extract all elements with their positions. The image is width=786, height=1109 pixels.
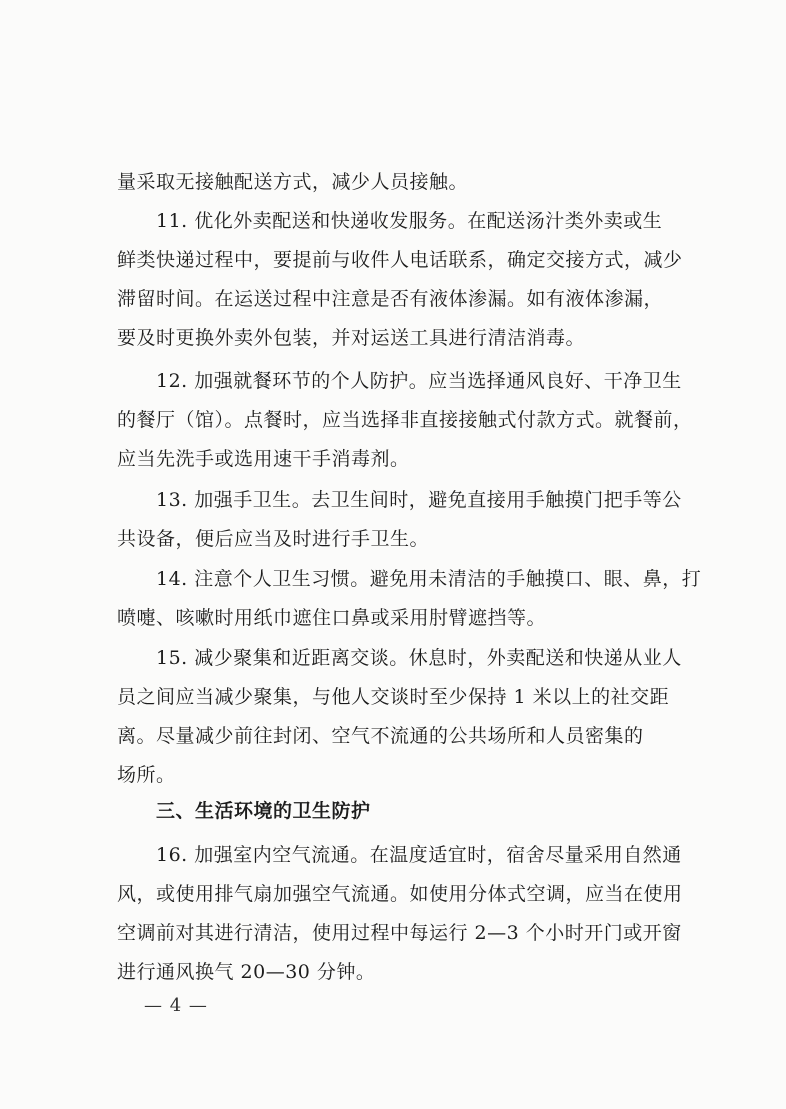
page-number: — 4 — [144, 995, 208, 1016]
paragraph-13-line: 13. 加强手卫生。去卫生间时，避免直接用手触摸门把手等公 [156, 489, 682, 511]
text-line: 风，或使用排气扇加强空气流通。如使用分体式空调，应当在使用 [117, 883, 683, 905]
text-line: 空调前对其进行清洁，使用过程中每运行 2—3 个小时开门或开窗 [117, 922, 682, 944]
text-line: 量采取无接触配送方式，减少人员接触。 [117, 171, 469, 193]
paragraph-15-line: 15. 减少聚集和近距离交谈。休息时，外卖配送和快递从业人 [156, 647, 682, 669]
paragraph-11-line: 11. 优化外卖配送和快递收发服务。在配送汤汁类外卖或生 [156, 210, 663, 232]
text-line: 共设备，便后应当及时进行手卫生。 [117, 528, 430, 550]
text-line: 进行通风换气 20—30 分钟。 [117, 961, 376, 983]
text-line: 员之间应当减少聚集，与他人交谈时至少保持 1 米以上的社交距 [117, 686, 670, 708]
section-heading: 三、生活环境的卫生防护 [156, 800, 371, 822]
paragraph-12-line: 12. 加强就餐环节的个人防护。应当选择通风良好、干净卫生 [156, 370, 682, 392]
text-line: 喷嚏、咳嗽时用纸巾遮住口鼻或采用肘臂遮挡等。 [117, 607, 547, 629]
text-line: 滞留时间。在运送过程中注意是否有液体渗漏。如有液体渗漏， [117, 288, 664, 310]
paragraph-14-line: 14. 注意个人卫生习惯。避免用未清洁的手触摸口、眼、鼻，打 [156, 568, 702, 590]
text-line: 鲜类快递过程中，要提前与收件人电话联系，确定交接方式，减少 [117, 249, 683, 271]
text-line: 应当先洗手或选用速干手消毒剂。 [117, 448, 410, 470]
paragraph-16-line: 16. 加强室内空气流通。在温度适宜时，宿舍尽量采用自然通 [156, 844, 682, 866]
text-line: 的餐厅（馆）。点餐时，应当选择非直接接触式付款方式。就餐前， [117, 409, 693, 431]
text-line: 离。尽量减少前往封闭、空气不流通的公共场所和人员密集的 [117, 725, 644, 747]
text-line: 要及时更换外卖外包装，并对运送工具进行清洁消毒。 [117, 327, 586, 349]
text-line: 场所。 [117, 764, 176, 786]
